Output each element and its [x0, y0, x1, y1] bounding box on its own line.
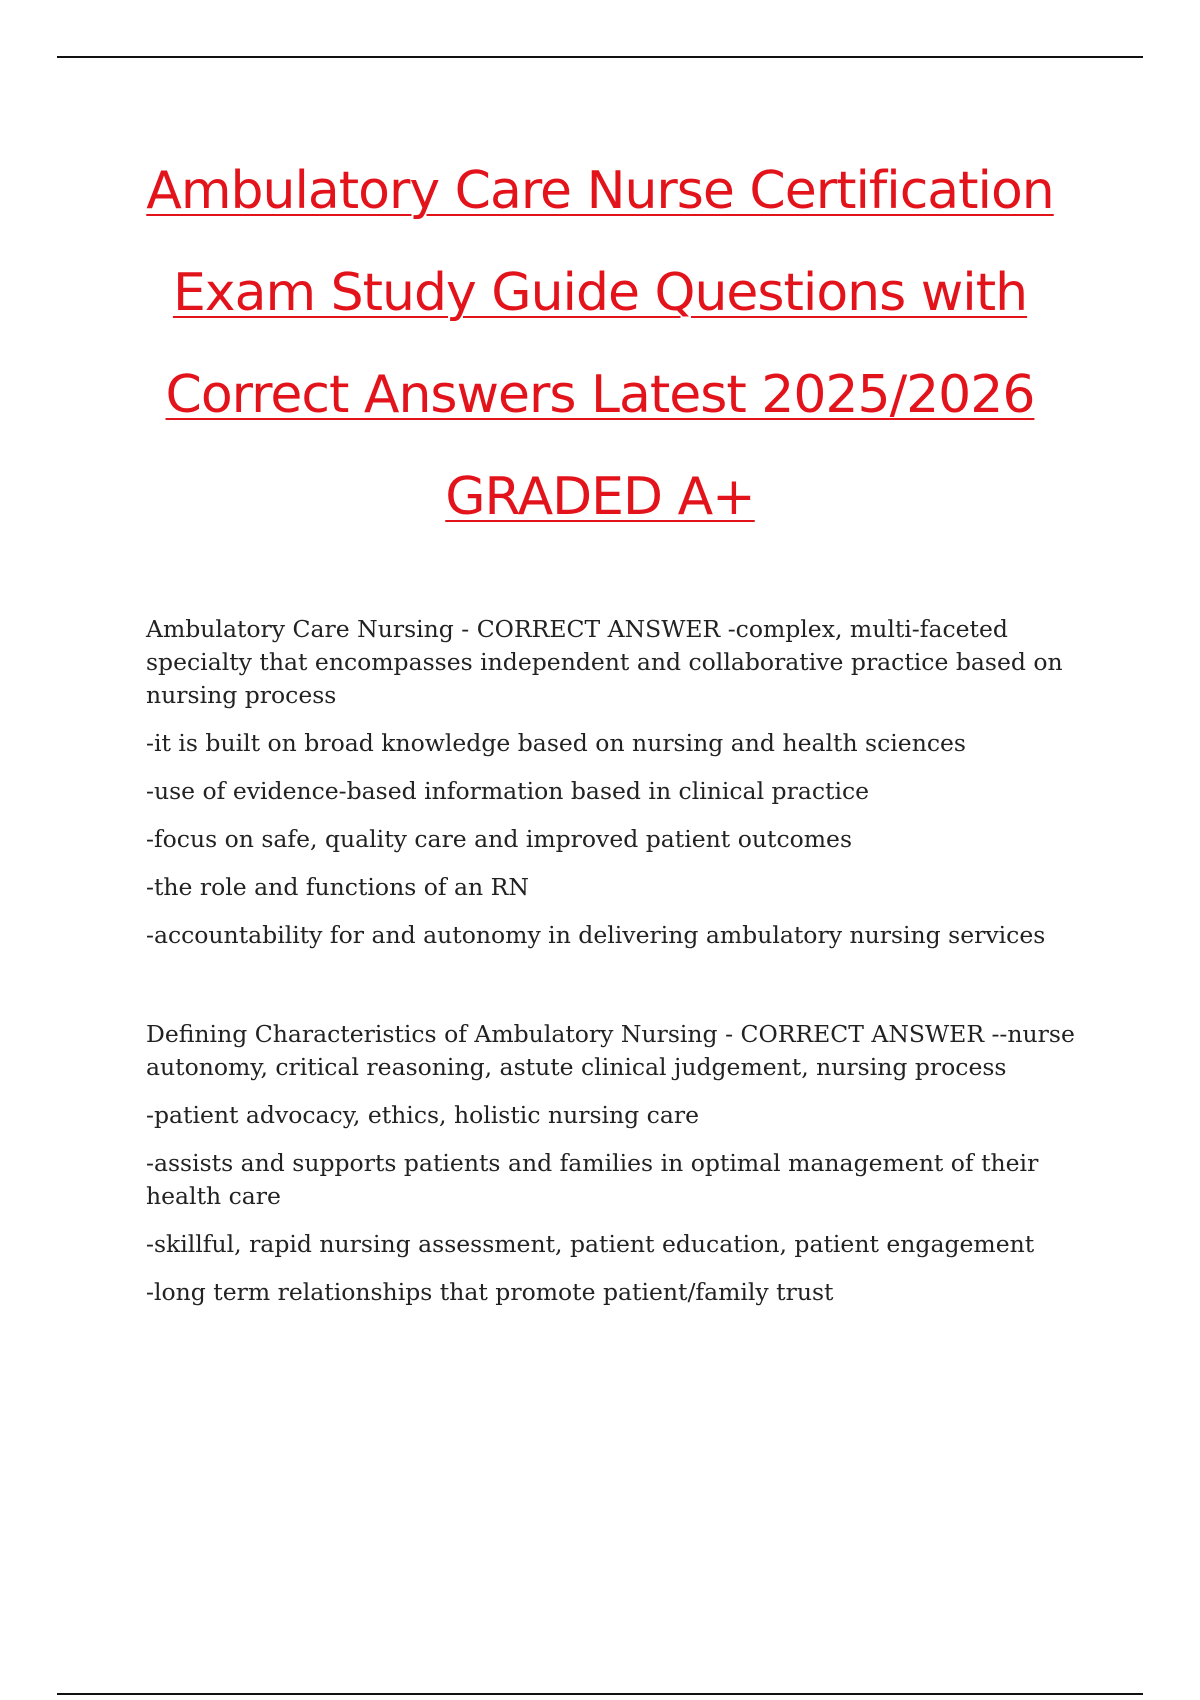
qa-entry-ambulatory-care-nursing	[146, 613, 1086, 952]
document-title	[60, 140, 1140, 548]
title-line-text: Correct Answers Latest 2025/2026	[165, 365, 1035, 425]
qa-entry-defining-characteristics	[146, 1018, 1086, 1309]
title-line	[60, 242, 1140, 344]
header-rule	[57, 56, 1143, 58]
title-line-text: Ambulatory Care Nurse Certification	[146, 161, 1054, 221]
footer-rule	[57, 1693, 1143, 1695]
entry-point: -assists and supports patients and families in optimal management of their health care	[146, 1149, 1039, 1210]
title-line-text: Exam Study Guide Questions with	[172, 263, 1028, 323]
entry-question-answer: Ambulatory Care Nursing - CORRECT ANSWER -complex, multi-faceted specialty that encompasses independent and collaborative practice based on nursing process	[146, 615, 1063, 709]
entry-point: -patient advocacy, ethics, holistic nursing care	[146, 1101, 699, 1129]
entry-point: -long term relationships that promote patient/family trust	[146, 1278, 834, 1306]
entry-point: -skillful, rapid nursing assessment, patient education, patient engagement	[146, 1230, 1035, 1258]
title-line	[60, 344, 1140, 446]
entry-point: -accountability for and autonomy in delivering ambulatory nursing services	[146, 921, 1046, 949]
entry-point: -focus on safe, quality care and improved patient outcomes	[146, 825, 853, 853]
title-line-text: GRADED A+	[445, 467, 755, 527]
entry-point: -use of evidence-based information based in clinical practice	[146, 777, 870, 805]
entry-point: -it is built on broad knowledge based on nursing and health sciences	[146, 729, 966, 757]
title-line	[60, 140, 1140, 242]
title-line	[60, 446, 1140, 548]
study-content	[146, 613, 1086, 1309]
entry-question-answer: Defining Characteristics of Ambulatory Nursing - CORRECT ANSWER --nurse autonomy, critical reasoning, astute clinical judgement, nursing process	[146, 1020, 1075, 1081]
entry-point: -the role and functions of an RN	[146, 873, 529, 901]
